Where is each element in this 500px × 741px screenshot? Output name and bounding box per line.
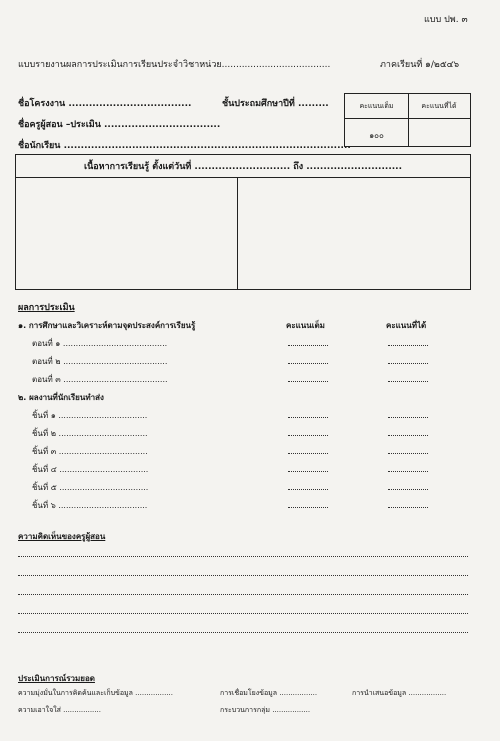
full-score-blank[interactable] [288,471,328,472]
piece-row: ชิ้นที่ ๒ ................................... [32,429,148,438]
content-right-area[interactable] [240,179,468,287]
piece-row: ชิ้นที่ ๓ ................................... [32,447,148,456]
evaluation-heading: ผลการประเมิน [18,303,75,313]
page-title: แบบรายงานผลการประเมินการเรียนประจำวิชาหน่วย...................................... [18,60,331,70]
earned-score-blank[interactable] [388,489,428,490]
piece-row: ชิ้นที่ ๔ ................................... [32,465,149,474]
piece-row: ชิ้นที่ ๑ ................................... [32,411,148,420]
full-score-blank[interactable] [288,489,328,490]
summary-item[interactable]: กระบวนการกลุ่ม ................. [220,706,311,714]
full-score-blank[interactable] [288,453,328,454]
section1-label: ๑. การศึกษาและวิเคราะห์ตามจุดประสงค์การเรียนรู้ [18,321,196,330]
full-score-blank[interactable] [288,507,328,508]
col-earned-header: คะแนนที่ได้ [386,321,427,330]
form-code: แบบ ปพ. ๓ [424,15,468,25]
earned-score-blank[interactable] [388,363,428,364]
full-score-blank[interactable] [288,417,328,418]
summary-item[interactable]: การนำเสนอข้อมูล ................. [352,689,447,697]
summary-item[interactable]: ความมุ่งมั่นในการคิดค้นและเก็บข้อมูล ................. [18,689,173,697]
full-score-blank[interactable] [288,381,328,382]
piece-row: ชิ้นที่ ๕ ................................... [32,483,149,492]
full-score-blank[interactable] [288,363,328,364]
comment-line[interactable] [18,594,468,595]
earned-score-value[interactable] [408,118,470,146]
earned-score-blank[interactable] [388,471,428,472]
part-row: ตอนที่ ๒ ......................................... [32,357,168,366]
earned-score-blank[interactable] [388,417,428,418]
summary-item[interactable]: การเชื่อมโยงข้อมูล ................. [220,689,318,697]
teacher-field[interactable]: ชื่อครูผู้สอน –ประเมิน .................................. [18,120,221,130]
content-left-area[interactable] [18,179,235,287]
comment-line[interactable] [18,575,468,576]
student-field[interactable]: ชื่อนักเรียน .................................................................................... [18,141,351,151]
teacher-comment-heading: ความคิดเห็นของครูผู้สอน [18,532,106,541]
earned-score-header: คะแนนที่ได้ [421,101,457,110]
project-field[interactable]: ชื่อโครงงาน .................................... [18,99,192,109]
comment-line[interactable] [18,613,468,614]
earned-score-blank[interactable] [388,345,428,346]
summary-heading: ประเมินการณ์รวมยอด [18,674,95,683]
earned-score-blank[interactable] [388,381,428,382]
content-heading: เนื้อหาการเรียนรู้ ตั้งแต่วันที่ ............................ ถึง ............................ [84,162,402,172]
piece-row: ชิ้นที่ ๖ ................................... [32,501,148,510]
summary-item[interactable]: ความเอาใจใส่ ................. [18,706,101,714]
content-box [15,154,471,290]
full-score-blank[interactable] [288,435,328,436]
part-row: ตอนที่ ๓ ......................................... [32,375,168,384]
comment-line[interactable] [18,632,468,633]
full-score-value: ๑๐๐ [369,130,384,140]
semester-label: ภาคเรียนที่ ๑/๒๕๔๖ [380,60,460,70]
earned-score-blank[interactable] [388,453,428,454]
comment-line[interactable] [18,556,468,557]
earned-score-blank[interactable] [388,507,428,508]
full-score-blank[interactable] [288,345,328,346]
col-full-header: คะแนนเต็ม [286,321,325,330]
grade-level-field[interactable]: ชั้นประถมศึกษาปีที่ ......... [222,99,329,109]
section2-label: ๒. ผลงานที่นักเรียนทำส่ง [18,393,104,402]
score-box [344,93,471,147]
earned-score-blank[interactable] [388,435,428,436]
full-score-header: คะแนนเต็ม [359,101,394,110]
part-row: ตอนที่ ๑ ......................................... [32,339,168,348]
